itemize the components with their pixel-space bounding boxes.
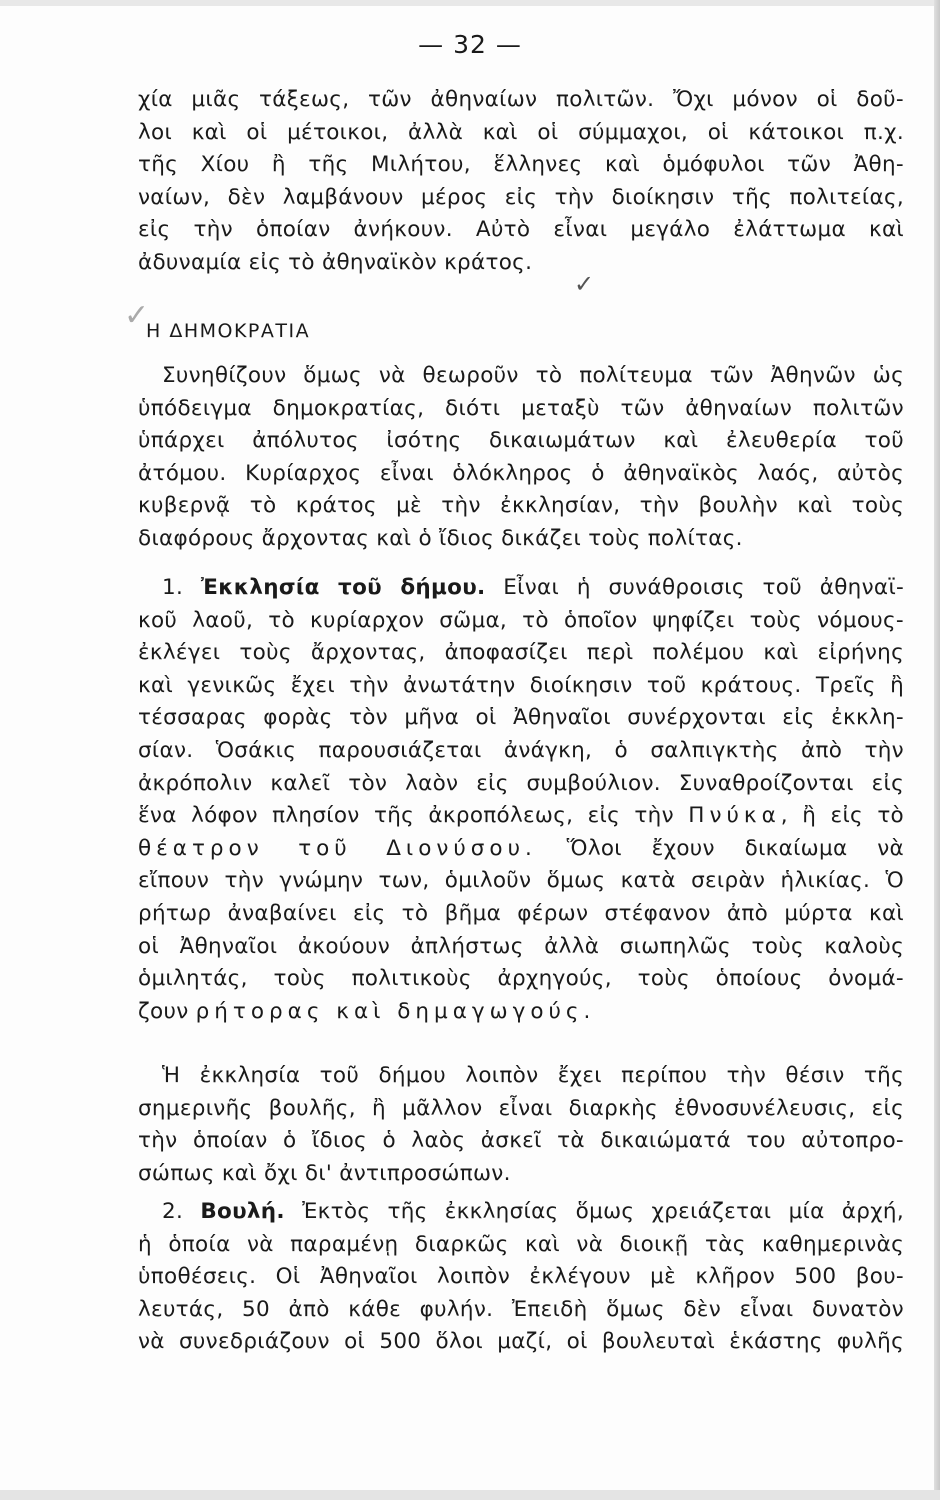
paragraph-summary (138, 1060, 904, 1190)
paragraph-intro (138, 84, 904, 280)
emphasized-term: ρήτορας καὶ δημαγωγούς. (195, 998, 596, 1024)
text-line: χία μιᾶς τάξεως, τῶν ἀθηναίων πολιτῶν. Ὄχι μόνον οἱ δοῦ- (138, 87, 904, 112)
text-run: Εἶναι ἡ συνάθροισις τοῦ ἀθηναϊ- (503, 575, 904, 600)
text-line (138, 996, 904, 1029)
text-line: ἡ ὁποία νὰ παραμένῃ διαρκῶς καὶ νὰ διοικῇ τὰς καθημερινὰς (138, 1231, 904, 1257)
text-run: ἕνα λόφον πλησίον τῆς ἀκροπόλεως, εἰς τὴν (138, 803, 674, 829)
text-line: τὴν ὁποίαν ὁ ἴδιος ὁ λαὸς ἀσκεῖ τὰ δικαιώματά του αὐτοπρο- (138, 1128, 904, 1154)
text-line: ὑποθέσεις. Οἱ Ἀθηναῖοι λοιπὸν ἐκλέγουν μὲ κλῆρον 500 βου- (138, 1264, 904, 1290)
text-line: σημερινῆς βουλῆς, ἢ μᾶλλον εἶναι διαρκὴς ἐθνοσυνέλευσις, εἰς (138, 1095, 904, 1121)
text-line: εἴπουν τὴν γνώμην των, ὁμιλοῦν ὅμως κατὰ σειρὰν ἡλικίας. Ὁ (138, 868, 904, 894)
text-line (138, 833, 904, 866)
section-number: 2. (162, 1199, 184, 1224)
text-line: ἀκρόπολιν καλεῖ τὸν λαὸν εἰς συμβούλιον. Συναθροίζονται εἰς (138, 770, 904, 796)
section-number: 1. (162, 575, 184, 600)
page-right-edge (934, 0, 940, 1500)
text-run: Ἐκτὸς τῆς ἐκκλησίας ὅμως χρειάζεται μία ἀρχή, (302, 1199, 904, 1224)
section-boule (138, 1196, 904, 1359)
text-line: ἐκλέγει τοὺς ἄρχοντας, ἀποφασίζει περὶ πολέμου καὶ εἰρήνης (138, 640, 904, 666)
text-line: Ἡ ἐκκλησία τοῦ δήμου λοιπὸν ἔχει περίπου τὴν θέσιν τῆς (162, 1063, 904, 1088)
pencil-margin-mark: ✓ (124, 298, 150, 333)
page-top-edge (0, 0, 940, 6)
text-line: ὁμιλητάς, τοὺς πολιτικοὺς ἀρχηγούς, τοὺς ὁποίους ὀνομά- (138, 966, 904, 992)
text-line: κοῦ λαοῦ, τὸ κυρίαρχον σῶμα, τὸ ὁποῖον ψηφίζει τοὺς νόμους- (138, 607, 904, 633)
section-ekklesia (138, 572, 904, 1028)
text-line: ἀδυναμία εἰς τὸ ἀθηναϊκὸν κράτος. (138, 249, 533, 275)
text-line: ὑπόδειγμα δημοκρατίας, διότι μεταξὺ τῶν ἀθηναίων πολιτῶν (138, 395, 904, 421)
emphasized-term: θέατρον τοῦ Διονύσου. (138, 835, 537, 861)
emphasized-term: Πνύκα (688, 803, 781, 829)
text-run: ζουν (138, 998, 189, 1024)
text-line: λευτάς, 50 ἀπὸ κάθε φυλήν. Ἐπειδὴ ὅμως δὲν εἶναι δυνατὸν (138, 1296, 904, 1322)
text-line: καὶ γενικῶς ἔχει τὴν ἀνωτάτην διοίκησιν τοῦ κράτους. Τρεῖς ἢ (138, 672, 904, 698)
text-line: λοι καὶ οἱ μέτοικοι, ἀλλὰ καὶ οἱ σύμμαχοι, οἱ κάτοικοι π.χ. (138, 119, 904, 145)
text-line: ὑπάρχει ἀπόλυτος ἰσότης δικαιωμάτων καὶ ἐλευθερία τοῦ (138, 428, 904, 454)
section-title: Βουλή. (200, 1199, 285, 1224)
text-line (138, 1196, 904, 1229)
page-number: — 32 — (418, 30, 522, 59)
text-line (138, 572, 904, 605)
text-line: ναίων, δὲν λαμβάνουν μέρος εἰς τὴν διοίκησιν τῆς πολιτείας, (138, 184, 904, 210)
text-line: νὰ συνεδριάζουν οἱ 500 ὅλοι μαζί, οἱ βουλευταὶ ἑκάστης φυλῆς (138, 1329, 904, 1355)
text-line: εἰς τὴν ὁποίαν ἀνήκουν. Αὐτὸ εἶναι μεγάλο ἐλάττωμα καὶ (138, 217, 904, 243)
text-line: οἱ Ἀθηναῖοι ἀκούουν ἀπλήστως ἀλλὰ σιωπηλῶς τοὺς καλοὺς (138, 933, 904, 959)
text-line: ἀτόμου. Κυρίαρχος εἶναι ὁλόκληρος ὁ ἀθηναϊκὸς λαός, αὐτὸς (138, 460, 904, 486)
text-line: κυβερνᾷ τὸ κράτος μὲ τὴν ἐκκλησίαν, τὴν βουλὴν καὶ τοὺς (138, 493, 904, 519)
text-line (138, 800, 904, 833)
text-line: σώπως καὶ ὄχι δι' ἀντιπροσώπων. (138, 1160, 511, 1186)
pencil-check-mark: ✓ (574, 270, 595, 298)
text-line: σίαν. Ὁσάκις παρουσιάζεται ἀνάγκη, ὁ σαλπιγκτὴς ἀπὸ τὴν (138, 737, 904, 763)
paragraph-democracy (138, 360, 904, 556)
text-line: Συνηθίζουν ὅμως νὰ θεωροῦν τὸ πολίτευμα τῶν Ἀθηνῶν ὡς (162, 363, 904, 388)
section-title: Ἐκκλησία τοῦ δήμου. (200, 575, 486, 600)
text-line: τέσσαρας φορὰς τὸν μῆνα οἱ Ἀθηναῖοι συνέρχονται εἰς ἐκκλη- (138, 705, 904, 731)
text-line: ρήτωρ ἀναβαίνει εἰς τὸ βῆμα φέρων στέφανον ἀπὸ μύρτα καὶ (138, 900, 904, 926)
page-bottom-edge (0, 1490, 940, 1500)
text-run: , ἢ εἰς τὸ (780, 803, 904, 829)
section-heading: Η ΔΗΜΟΚΡΑΤΙΑ (146, 320, 311, 342)
text-run: Ὅλοι ἔχουν δικαίωμα νὰ (566, 835, 904, 861)
text-line: διαφόρους ἄρχοντας καὶ ὁ ἴδιος δικάζει τοὺς πολίτας. (138, 525, 743, 551)
text-line: τῆς Χίου ἢ τῆς Μιλήτου, ἕλληνες καὶ ὁμόφυλοι τῶν Ἀθη- (138, 152, 904, 178)
